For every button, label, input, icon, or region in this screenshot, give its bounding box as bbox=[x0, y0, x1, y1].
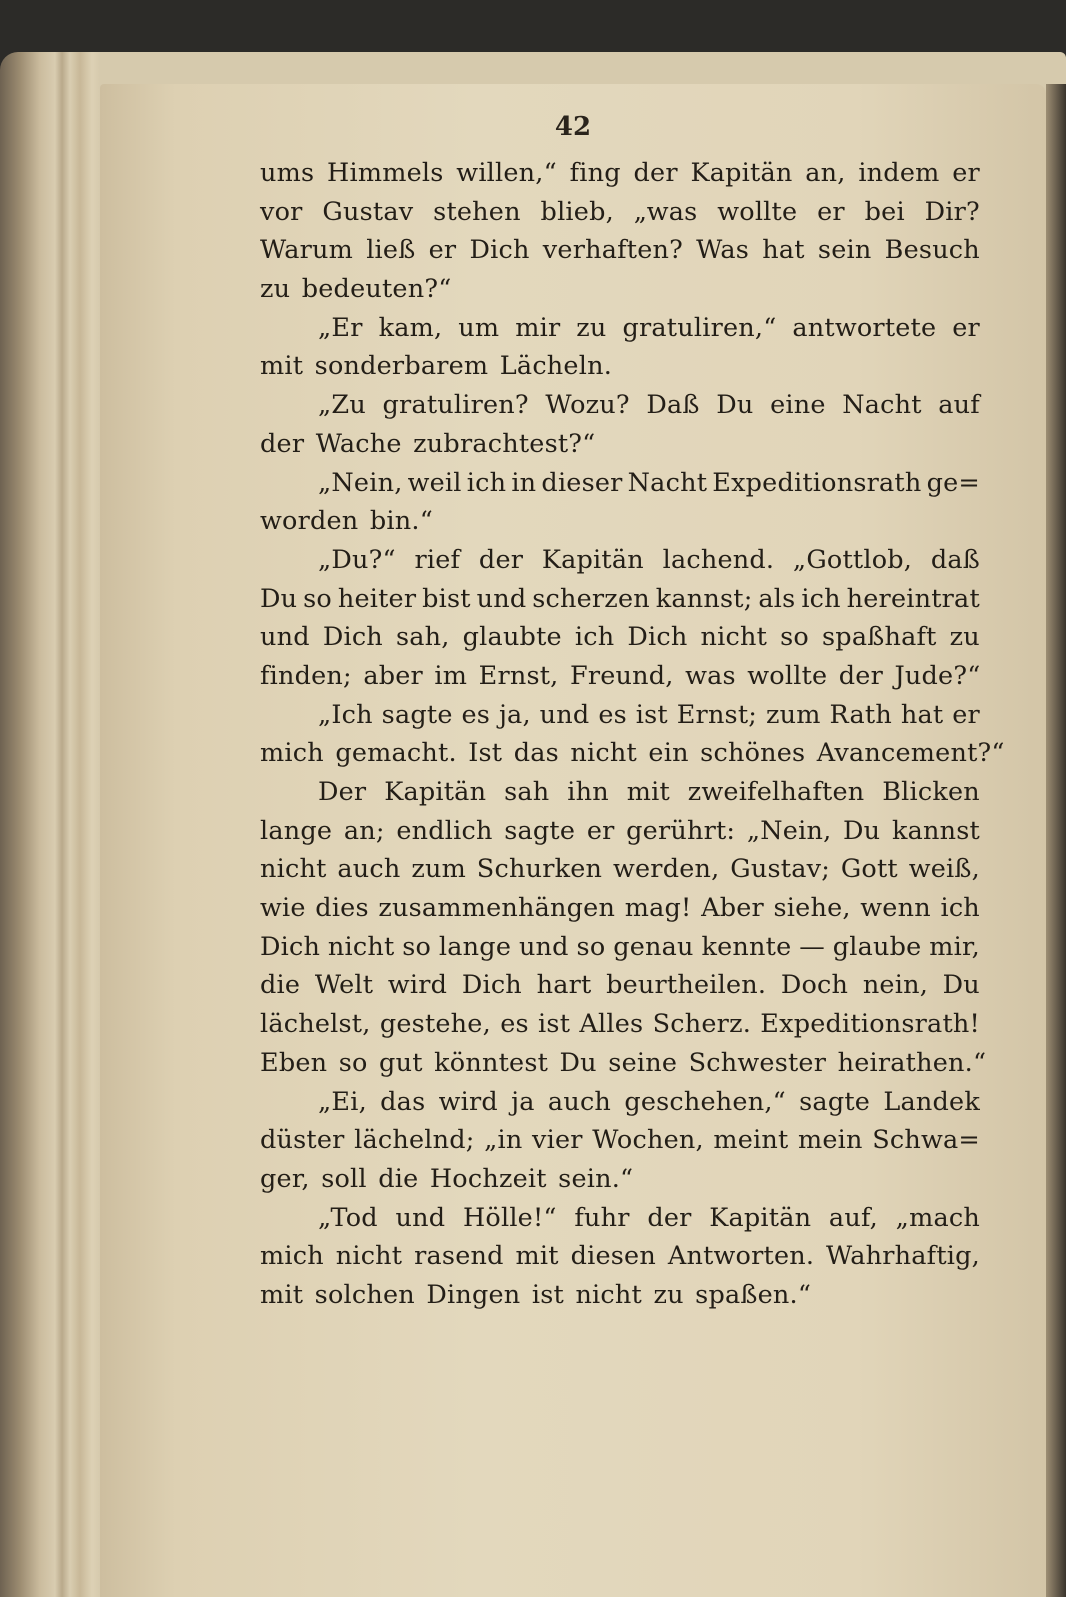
text-line: zu bedeuten?“ bbox=[260, 274, 452, 305]
text-line: die Welt wird Dich hart beurtheilen. Doch nein, Du bbox=[260, 970, 980, 1001]
text-line: lächelst, gestehe, es ist Alles Scherz. Expeditionsrath! bbox=[260, 1009, 980, 1040]
text-line: Eben so gut könntest Du seine Schwester heirathen.“ bbox=[260, 1047, 987, 1078]
page-text bbox=[260, 154, 1005, 1315]
text-line: „Du?“ rief der Kapitän lachend. „Gottlob, daß bbox=[318, 544, 980, 575]
text-line: finden; aber im Ernst, Freund, was wollte der Jude?“ bbox=[260, 660, 981, 691]
text-line: Der Kapitän sah ihn mit zweifelhaften Blicken bbox=[318, 777, 980, 807]
text-line: wie dies zusammenhängen mag! Aber siehe, wenn ich bbox=[260, 893, 980, 924]
text-line: mit solchen Dingen ist nicht zu spaßen.“ bbox=[260, 1279, 812, 1310]
text-line: worden bin.“ bbox=[260, 506, 433, 537]
text-line: mich nicht rasend mit diesen Antworten. Wahrhaftig, bbox=[260, 1241, 980, 1272]
text-line: „Ich sagte es ja, und es ist Ernst; zum Rath hat er bbox=[318, 699, 980, 730]
text-line: mich gemacht. Ist das nicht ein schönes Avancement?“ bbox=[260, 738, 1005, 769]
text-line: und Dich sah, glaubte ich Dich nicht so spaßhaft zu bbox=[260, 622, 980, 653]
text-line: vor Gustav stehen blieb, „was wollte er bei Dir? bbox=[260, 196, 980, 227]
text-line: ger, soll die Hochzeit sein.“ bbox=[260, 1163, 634, 1194]
text-line: der Wache zubrachtest?“ bbox=[260, 428, 596, 459]
text-line: Du so heiter bist und scherzen kannst; als ich hereintrat bbox=[260, 583, 980, 614]
text-line: ums Himmels willen,“ fing der Kapitän an, indem er bbox=[260, 158, 980, 188]
text-line: Warum ließ er Dich verhaften? Was hat sein Besuch bbox=[260, 235, 980, 266]
text-line: düster lächelnd; „in vier Wochen, meint mein Schwa= bbox=[260, 1125, 980, 1156]
text-line: Dich nicht so lange und so genau kennte — glaube mir, bbox=[260, 931, 980, 962]
text-line: mit sonderbarem Lächeln. bbox=[260, 351, 612, 382]
text-line: „Zu gratuliren? Wozu? Daß Du eine Nacht auf bbox=[318, 390, 980, 421]
text-line: „Tod und Hölle!“ fuhr der Kapitän auf, „mach bbox=[318, 1202, 980, 1233]
text-line: „Er kam, um mir zu gratuliren,“ antwortete er bbox=[318, 312, 980, 343]
text-line: „Ei, das wird ja auch geschehen,“ sagte Landek bbox=[318, 1086, 980, 1117]
text-line: nicht auch zum Schurken werden, Gustav; Gott weiß, bbox=[260, 854, 980, 885]
text-line: lange an; endlich sagte er gerührt: „Nein, Du kannst bbox=[260, 815, 980, 846]
text-line: „Nein, weil ich in dieser Nacht Expeditionsrath ge= bbox=[318, 467, 980, 498]
book-page bbox=[100, 84, 1046, 1597]
page-number: 42 bbox=[554, 112, 592, 142]
